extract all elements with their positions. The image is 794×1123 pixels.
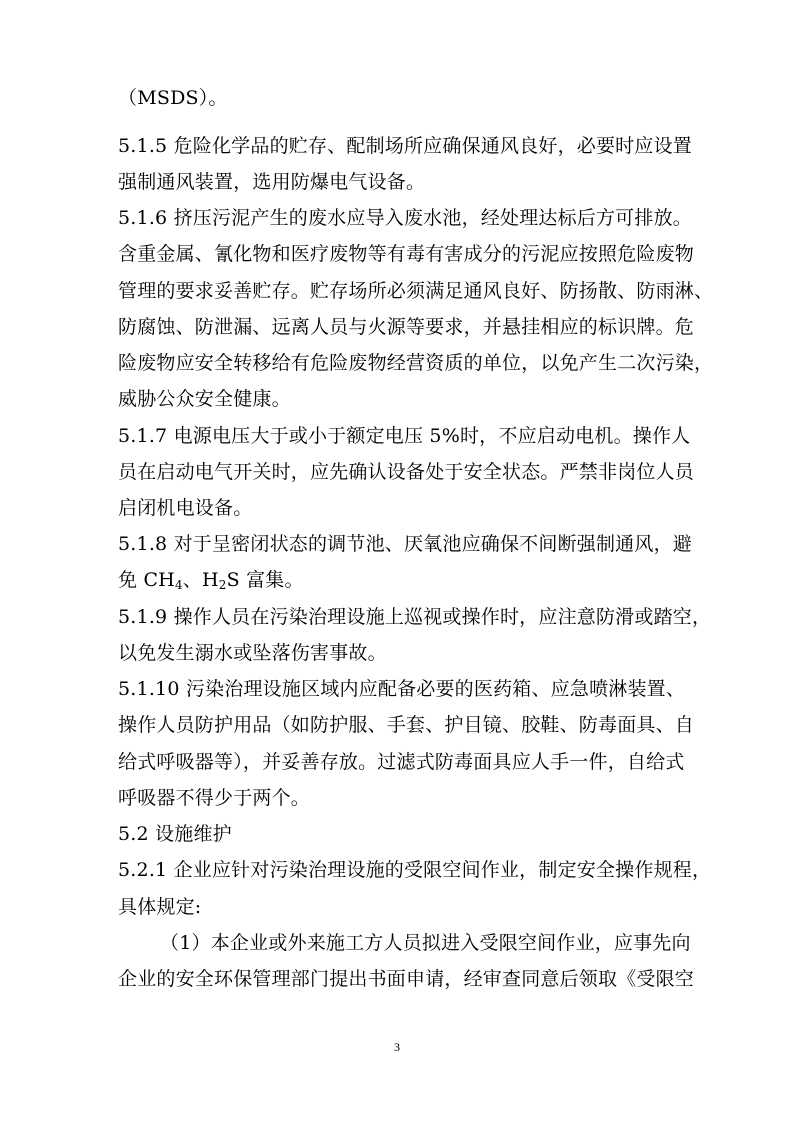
text-fragment: S 富集。 [226, 569, 304, 591]
text-line: 险废物应安全转移给有危险废物经营资质的单位，以免产生二次污染， [118, 352, 714, 374]
text-line: 5.2.1 企业应针对污染治理设施的受限空间作业，制定安全操作规程， [118, 859, 712, 881]
text-line: 呼吸器不得少于两个。 [118, 787, 311, 809]
text-line: 5.1.9 操作人员在污染治理设施上巡视或操作时，应注意防滑或踏空， [118, 606, 712, 628]
text-line: 防腐蚀、防泄漏、远离人员与火源等要求，并悬挂相应的标识牌。危 [118, 316, 695, 338]
section-heading: 5.2 设施维护 [118, 823, 232, 845]
text-line: 5.1.5 危险化学品的贮存、配制场所应确保通风良好，必要时应设置 [118, 135, 692, 157]
text-line: 以免发生溺水或坠落伤害事故。 [118, 642, 387, 664]
text-line: 具体规定: [118, 896, 202, 918]
subscript: 2 [218, 578, 227, 592]
text-line: 5.1.6 挤压污泥产生的废水应导入废水池，经处理达标后方可排放。 [118, 207, 692, 229]
text-line: （1）本企业或外来施工方人员拟进入受限空间作业，应事先向 [160, 932, 691, 954]
text-line: 员在启动电气开关时，应先确认设备处于安全状态。严禁非岗位人员 [118, 461, 695, 483]
text-line: 含重金属、氰化物和医疗废物等有毒有害成分的污泥应按照危险废物 [118, 243, 695, 265]
text-fragment: 、H [182, 569, 219, 591]
text-line: 管理的要求妥善贮存。贮存场所必须满足通风良好、防扬散、防雨淋、 [118, 280, 714, 302]
text-line: 给式呼吸器等），并妥善存放。过滤式防毒面具应人手一件，自给式 [118, 751, 685, 773]
text-line: 启闭机电设备。 [118, 497, 253, 519]
text-fragment: 免 CH [118, 569, 175, 591]
text-line: 5.1.10 污染治理设施区域内应配备必要的医药箱、应急喷淋装置、 [118, 678, 686, 700]
page-number: 3 [394, 1040, 400, 1054]
text-line: （MSDS）。 [118, 87, 228, 109]
text-line-formula [118, 568, 680, 592]
text-line: 强制通风装置，选用防爆电气设备。 [118, 171, 426, 193]
text-line: 5.1.7 电源电压大于或小于额定电压 5%时，不应启动电机。操作人 [118, 425, 691, 447]
text-line: 5.1.8 对于呈密闭状态的调节池、厌氧池应确保不间断强制通风，避 [118, 533, 692, 555]
text-line: 操作人员防护用品（如防护服、手套、护目镜、胶鞋、防毒面具、自 [118, 714, 695, 736]
subscript: 4 [174, 578, 183, 592]
text-line: 企业的安全环保管理部门提出书面申请，经审查同意后领取《受限空 [118, 968, 695, 990]
text-line: 威胁公众安全健康。 [118, 388, 291, 410]
